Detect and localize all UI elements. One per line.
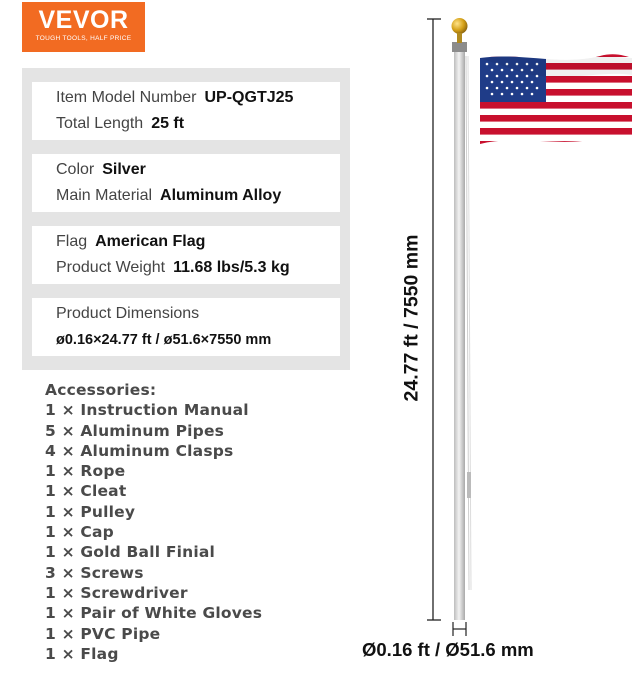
logo-tagline: TOUGH TOOLS, HALF PRICE xyxy=(35,35,132,42)
height-label: 24.77 ft / 7550 mm xyxy=(400,234,423,402)
spec-label: Product Weight xyxy=(56,259,166,276)
finial-stem xyxy=(457,33,462,43)
list-item: 1 × Cleat xyxy=(45,482,127,501)
spec-label: Product Dimensions xyxy=(56,305,200,322)
flagpole xyxy=(454,50,465,620)
logo-brand: VEVOR xyxy=(38,6,129,34)
spec-label: Item Model Number xyxy=(56,89,197,106)
spec-value: UP-QGTJ25 xyxy=(204,89,294,106)
spec-value: Silver xyxy=(102,161,146,178)
spec-value: ø0.16×24.77 ft / ø51.6×7550 mm xyxy=(56,332,272,348)
diameter-dimension-line xyxy=(453,622,466,636)
gold-ball-finial xyxy=(452,18,468,34)
list-item: 4 × Aluminum Clasps xyxy=(45,441,234,460)
cleat xyxy=(467,472,471,498)
spec-label: Total Length xyxy=(56,115,144,132)
list-item: 1 × Gold Ball Finial xyxy=(45,543,216,562)
american-flag xyxy=(480,50,632,149)
spec-value: Aluminum Alloy xyxy=(160,187,282,204)
list-item: 1 × Instruction Manual xyxy=(45,401,249,420)
list-item: 1 × Screwdriver xyxy=(45,583,188,602)
list-item: 1 × Pair of White Gloves xyxy=(45,604,263,623)
spec-label: Main Material xyxy=(56,187,153,204)
spec-label: Flag xyxy=(56,233,88,250)
list-item: 1 × PVC Pipe xyxy=(45,624,161,643)
diameter-label: Ø0.16 ft / Ø51.6 mm xyxy=(362,639,534,660)
list-item: 5 × Aluminum Pipes xyxy=(45,421,225,440)
accessories-heading: Accessories: xyxy=(45,381,157,399)
list-item: 3 × Screws xyxy=(45,563,144,582)
list-item: 1 × Pulley xyxy=(45,502,136,521)
list-item: 1 × Cap xyxy=(45,523,114,542)
spec-value: American Flag xyxy=(95,233,206,250)
spec-value: 11.68 lbs/5.3 kg xyxy=(173,259,290,276)
list-item: 1 × Rope xyxy=(45,462,126,481)
pole-cap xyxy=(452,42,467,52)
list-item: 1 × Flag xyxy=(45,644,119,663)
spec-value: 25 ft xyxy=(151,115,185,132)
height-dimension-line xyxy=(427,19,441,620)
spec-label: Color xyxy=(56,161,95,178)
